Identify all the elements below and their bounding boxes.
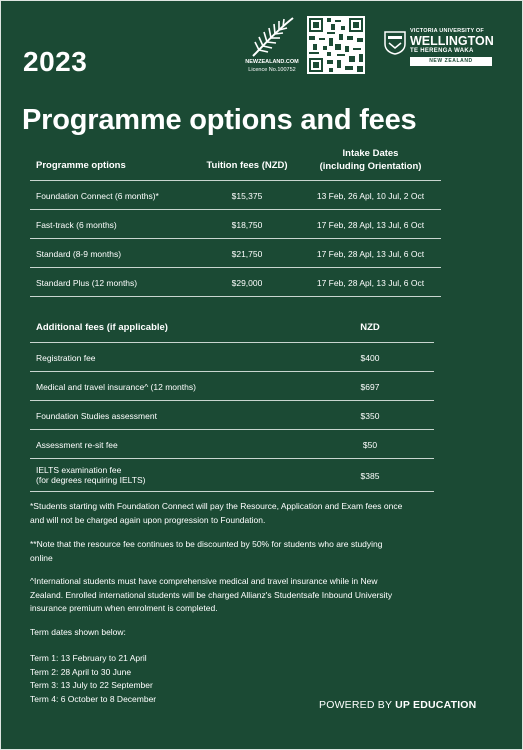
fee-amount: $385 xyxy=(360,471,380,481)
fee-item: Foundation Studies assessment xyxy=(36,411,157,421)
fee-amount: $350 xyxy=(360,411,380,421)
vuw-logo xyxy=(384,28,494,68)
footnotes xyxy=(30,500,470,704)
newzealand-logo xyxy=(243,16,301,78)
footnote-insurance: ^International students must have comprehensive medical and travel insurance while in New Zealand. Enrolled international students will be charged Allianz's Studentsafe Inbound University insurance premium when enrolment is completed. xyxy=(30,576,393,613)
intake-dates: 17 Feb, 28 Apl, 13 Jul, 6 Oct xyxy=(316,249,425,259)
fee-item: Medical and travel insurance^ (12 months) xyxy=(36,382,196,392)
list-item: Term 3: 13 July to 22 September xyxy=(30,680,153,690)
footnote-resource-fee: **Note that the resource fee continues to be discounted by 50% for students who are studying online xyxy=(30,539,383,563)
table-row xyxy=(30,430,434,459)
fee-item: Registration fee xyxy=(36,353,96,363)
year-heading: 2023 xyxy=(23,46,88,77)
qr-code-icon[interactable] xyxy=(307,16,365,74)
list-item: Term 2: 28 April to 30 June xyxy=(30,666,132,677)
vuw-logo-line3: TE HERENGA WAKA xyxy=(410,48,474,54)
term-dates-list xyxy=(30,652,470,706)
tuition-fee: $29,000 xyxy=(231,278,263,288)
fees-table-header xyxy=(30,313,434,343)
list-item: Term 1: 13 February to 21 April xyxy=(30,653,147,663)
powered-by-prefix: POWERED BY xyxy=(319,699,396,711)
col-header-intake: Intake Dates (including Orientation) xyxy=(319,148,422,172)
fee-amount: $400 xyxy=(360,353,380,363)
footnote-foundation-connect: *Students starting with Foundation Connect will pay the Resource, Application and Exam fees once and will not be charged again upon progression to Foundation. xyxy=(30,501,403,525)
vuw-logo-line2: WELLINGTON xyxy=(410,34,494,48)
tuition-fee: $18,750 xyxy=(231,220,263,230)
table-row xyxy=(30,401,434,430)
nz-logo-name: NEWZEALAND.COM xyxy=(245,59,299,65)
programme-option: Standard (8-9 months) xyxy=(36,249,122,259)
fee-item: Assessment re-sit fee xyxy=(36,440,118,450)
page-title: Programme options and fees xyxy=(22,104,417,136)
intake-dates: 17 Feb, 28 Apl, 13 Jul, 6 Oct xyxy=(316,278,425,288)
intake-dates: 13 Feb, 26 Apl, 10 Jul, 2 Oct xyxy=(316,191,425,201)
programme-option: Foundation Connect (6 months)* xyxy=(36,191,159,201)
programme-table xyxy=(30,144,441,297)
powered-by-brand: UP EDUCATION xyxy=(395,699,477,711)
powered-by-footer xyxy=(319,699,476,711)
programme-option: Standard Plus (12 months) xyxy=(36,278,138,288)
table-row xyxy=(30,181,441,210)
fern-icon xyxy=(249,16,295,58)
vuw-logo-line1: VICTORIA UNIVERSITY OF xyxy=(410,28,484,34)
fee-item: IELTS examination fee (for degrees requiring IELTS) xyxy=(36,465,146,485)
table-row xyxy=(30,372,434,401)
programme-option: Fast-track (6 months) xyxy=(36,220,117,230)
tuition-fee: $15,375 xyxy=(231,191,263,201)
col-header-programme: Programme options xyxy=(36,160,126,171)
crest-icon xyxy=(384,31,406,55)
fee-amount: $50 xyxy=(362,440,378,450)
intake-dates: 17 Feb, 28 Apl, 13 Jul, 6 Oct xyxy=(316,220,425,230)
list-item: Term 4: 6 October to 8 December xyxy=(30,693,157,704)
term-dates-heading: Term dates shown below: xyxy=(30,627,126,637)
table-row xyxy=(30,239,441,268)
table-row xyxy=(30,268,441,297)
col-header-tuition: Tuition fees (NZD) xyxy=(206,160,288,171)
col-header-nzd: NZD xyxy=(360,322,380,333)
table-row xyxy=(30,343,434,372)
additional-fees-table xyxy=(30,313,434,492)
col-header-additional-fees: Additional fees (if applicable) xyxy=(36,322,168,333)
tuition-fee: $21,750 xyxy=(231,249,263,259)
programme-table-header xyxy=(30,144,441,181)
table-row xyxy=(30,459,434,492)
vuw-logo-line4: NEW ZEALAND xyxy=(410,57,492,66)
nz-licence-number: Licence No.100752 xyxy=(248,67,296,73)
table-row xyxy=(30,210,441,239)
fee-amount: $697 xyxy=(360,382,380,392)
